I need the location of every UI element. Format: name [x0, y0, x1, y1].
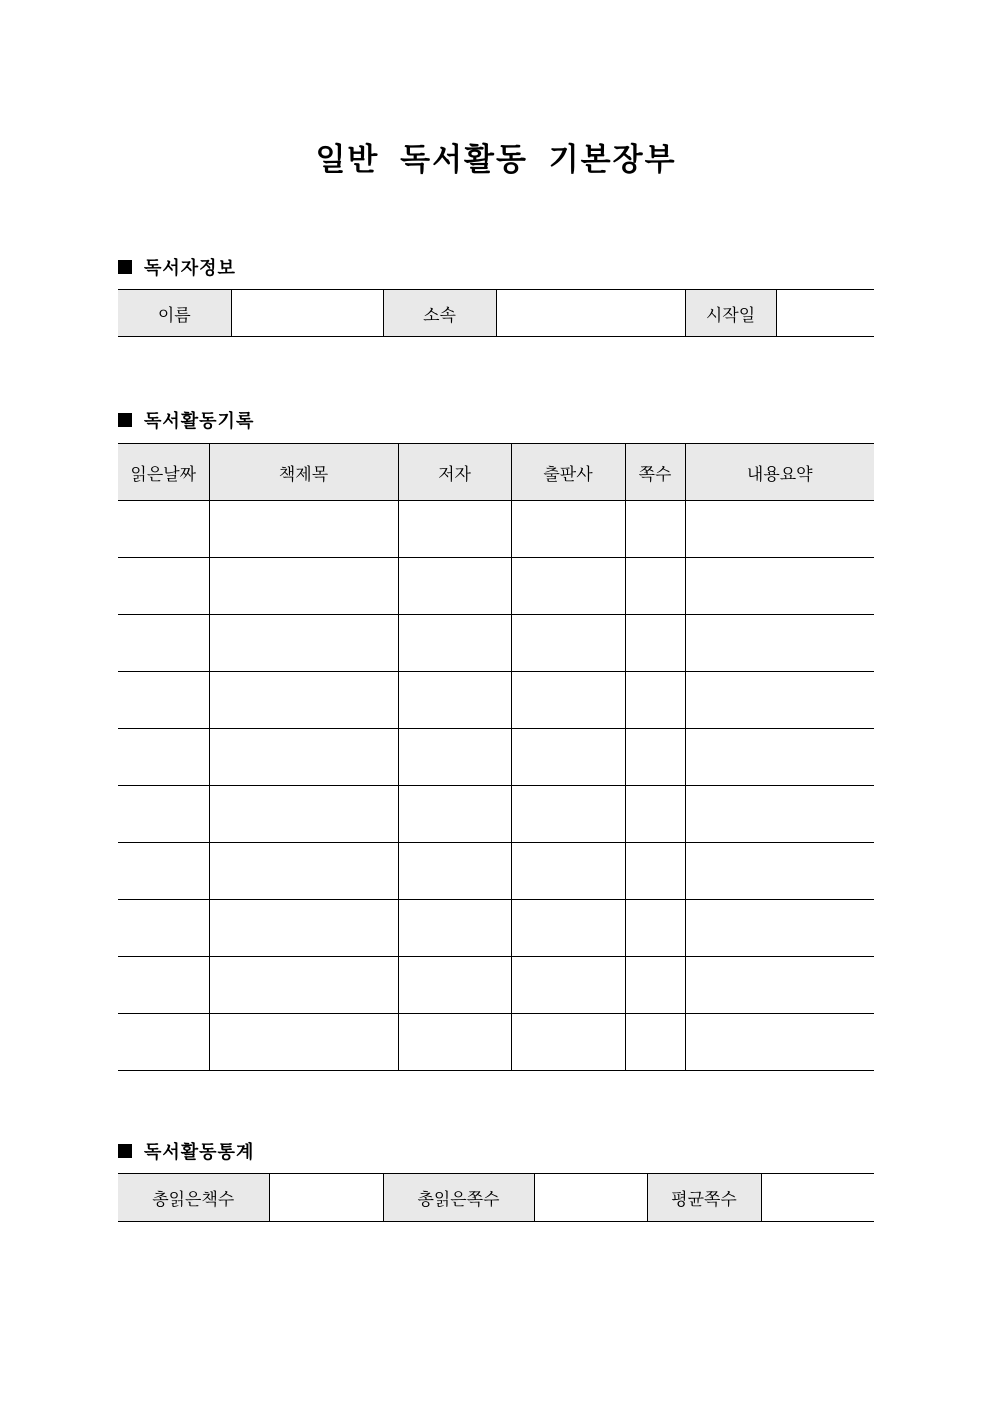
start-date-field[interactable]: [776, 290, 874, 337]
table-row: [118, 501, 874, 558]
pages-cell[interactable]: [625, 900, 685, 957]
book-title-cell[interactable]: [209, 729, 398, 786]
read-date-cell[interactable]: [118, 615, 209, 672]
book-title-cell[interactable]: [209, 900, 398, 957]
reader-info-row: [118, 290, 874, 337]
table-row: [118, 729, 874, 786]
pages-cell[interactable]: [625, 786, 685, 843]
pages-cell[interactable]: [625, 501, 685, 558]
page-title: 일반 독서활동 기본장부: [315, 142, 677, 178]
publisher-cell[interactable]: [511, 1014, 625, 1071]
affiliation-field[interactable]: [496, 290, 685, 337]
author-cell[interactable]: [398, 1014, 511, 1071]
column-header-book-title: 책제목: [209, 444, 398, 501]
publisher-cell[interactable]: [511, 558, 625, 615]
read-date-cell[interactable]: [118, 786, 209, 843]
reading-log-table: [118, 443, 874, 1071]
author-cell[interactable]: [398, 900, 511, 957]
author-cell[interactable]: [398, 558, 511, 615]
publisher-cell[interactable]: [511, 957, 625, 1014]
reading-log-header-row: [118, 444, 874, 501]
total-pages-field[interactable]: [534, 1174, 647, 1222]
author-cell[interactable]: [398, 615, 511, 672]
column-header-summary: 내용요약: [685, 444, 874, 501]
table-row: [118, 957, 874, 1014]
summary-cell[interactable]: [685, 615, 874, 672]
average-pages-label: 평균쪽수: [647, 1174, 761, 1222]
author-cell[interactable]: [398, 786, 511, 843]
pages-cell[interactable]: [625, 957, 685, 1014]
statistics-heading-text: 독서활동통계: [144, 1142, 255, 1163]
summary-cell[interactable]: [685, 786, 874, 843]
publisher-cell[interactable]: [511, 672, 625, 729]
reading-log-body: [118, 501, 874, 1071]
table-row: [118, 558, 874, 615]
read-date-cell[interactable]: [118, 900, 209, 957]
author-cell[interactable]: [398, 729, 511, 786]
book-title-cell[interactable]: [209, 558, 398, 615]
read-date-cell[interactable]: [118, 1014, 209, 1071]
summary-cell[interactable]: [685, 501, 874, 558]
column-header-author: 저자: [398, 444, 511, 501]
table-row: [118, 900, 874, 957]
reader-info-heading: [118, 254, 236, 280]
book-title-cell[interactable]: [209, 957, 398, 1014]
affiliation-label: 소속: [383, 290, 496, 337]
summary-cell[interactable]: [685, 843, 874, 900]
read-date-cell[interactable]: [118, 672, 209, 729]
book-title-cell[interactable]: [209, 1014, 398, 1071]
summary-cell[interactable]: [685, 729, 874, 786]
statistics-table: [118, 1173, 874, 1222]
book-title-cell[interactable]: [209, 615, 398, 672]
table-row: [118, 672, 874, 729]
reader-info-table: [118, 289, 874, 337]
total-pages-label: 총읽은쪽수: [383, 1174, 534, 1222]
summary-cell[interactable]: [685, 672, 874, 729]
column-header-publisher: 출판사: [511, 444, 625, 501]
table-row: [118, 843, 874, 900]
total-books-field[interactable]: [269, 1174, 383, 1222]
summary-cell[interactable]: [685, 900, 874, 957]
book-title-cell[interactable]: [209, 501, 398, 558]
read-date-cell[interactable]: [118, 558, 209, 615]
read-date-cell[interactable]: [118, 501, 209, 558]
column-header-pages: 쪽수: [625, 444, 685, 501]
read-date-cell[interactable]: [118, 957, 209, 1014]
table-row: [118, 786, 874, 843]
column-header-read-date: 읽은날짜: [118, 444, 209, 501]
average-pages-field[interactable]: [761, 1174, 874, 1222]
statistics-row: [118, 1174, 874, 1222]
name-field[interactable]: [231, 290, 383, 337]
summary-cell[interactable]: [685, 1014, 874, 1071]
author-cell[interactable]: [398, 672, 511, 729]
statistics-heading: [118, 1138, 254, 1164]
name-label: 이름: [118, 290, 231, 337]
pages-cell[interactable]: [625, 729, 685, 786]
black-square-icon: [118, 260, 132, 274]
publisher-cell[interactable]: [511, 786, 625, 843]
read-date-cell[interactable]: [118, 729, 209, 786]
author-cell[interactable]: [398, 957, 511, 1014]
book-title-cell[interactable]: [209, 786, 398, 843]
total-books-label: 총읽은책수: [118, 1174, 269, 1222]
publisher-cell[interactable]: [511, 729, 625, 786]
pages-cell[interactable]: [625, 1014, 685, 1071]
pages-cell[interactable]: [625, 672, 685, 729]
author-cell[interactable]: [398, 501, 511, 558]
start-date-label: 시작일: [685, 290, 776, 337]
reading-log-heading: [118, 407, 254, 433]
black-square-icon: [118, 413, 132, 427]
publisher-cell[interactable]: [511, 843, 625, 900]
summary-cell[interactable]: [685, 558, 874, 615]
book-title-cell[interactable]: [209, 843, 398, 900]
table-row: [118, 1014, 874, 1071]
author-cell[interactable]: [398, 843, 511, 900]
table-row: [118, 615, 874, 672]
black-square-icon: [118, 1144, 132, 1158]
pages-cell[interactable]: [625, 615, 685, 672]
publisher-cell[interactable]: [511, 615, 625, 672]
publisher-cell[interactable]: [511, 900, 625, 957]
publisher-cell[interactable]: [511, 501, 625, 558]
pages-cell[interactable]: [625, 558, 685, 615]
read-date-cell[interactable]: [118, 843, 209, 900]
reading-log-heading-text: 독서활동기록: [144, 411, 255, 432]
reader-info-heading-text: 독서자정보: [144, 258, 236, 279]
summary-cell[interactable]: [685, 957, 874, 1014]
book-title-cell[interactable]: [209, 672, 398, 729]
pages-cell[interactable]: [625, 843, 685, 900]
